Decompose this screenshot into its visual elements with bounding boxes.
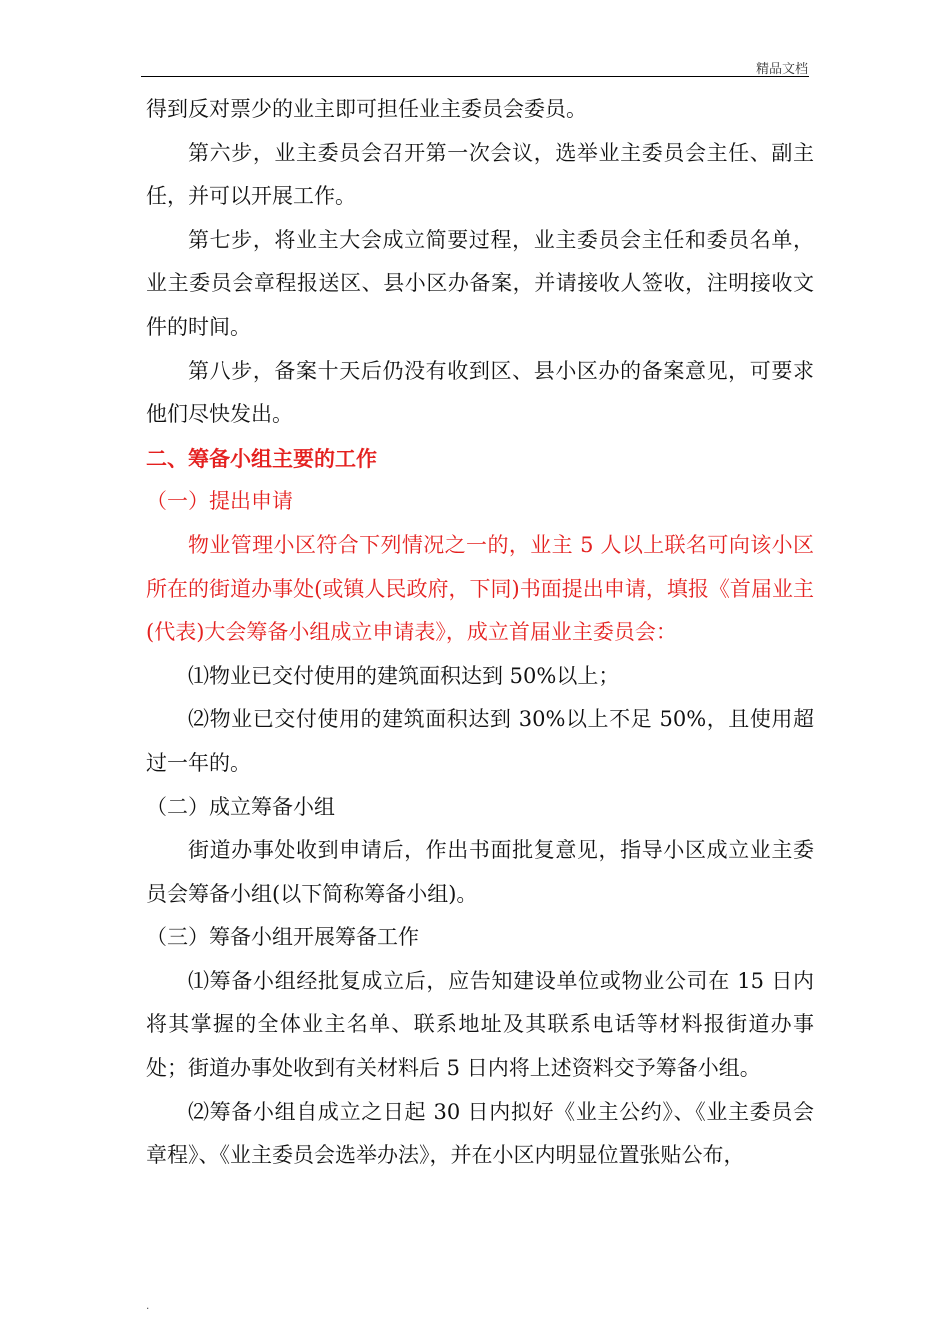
paragraph-step-8: 第八步，备案十天后仍没有收到区、县小区办的备案意见，可要求他们尽快发出。 — [146, 358, 814, 427]
section-heading: 二、筹备小组主要的工作 — [146, 445, 377, 471]
paragraph-form-group: 街道办事处收到申请后，作出书面批复意见，指导小区成立业主委员会筹备小组(以下简称筹备小组)。 — [146, 838, 814, 906]
header-rule — [141, 76, 809, 77]
subheading-apply: （一）提出申请 — [146, 489, 293, 514]
paragraph-step-7: 第七步，将业主大会成立简要过程，业主委员会主任和委员名单，业主委员会章程报送区、县小区办备案，并请接收人签收，注明接收文件的时间。 — [146, 227, 814, 339]
paragraph-1: 得到反对票少的业主即可担任业主委员会委员。 — [146, 97, 587, 121]
document-body — [146, 88, 814, 1178]
subheading-prep-work: （三）筹备小组开展筹备工作 — [146, 925, 419, 950]
paragraph-step-6: 第六步，业主委员会召开第一次会议，选举业主委员会主任、副主任，并可以开展工作。 — [146, 140, 814, 209]
paragraph-prep-2: ⑵筹备小组自成立之日起 30 日内拟好《业主公约》、《业主委员会章程》、《业主委员会选举办法》，并在小区内明显位置张贴公布， — [146, 1099, 814, 1168]
subheading-form-group: （二）成立筹备小组 — [146, 794, 335, 819]
paragraph-condition-2: ⑵物业已交付使用的建筑面积达到 30%以上不足 50%，且使用超过一年的。 — [146, 707, 814, 775]
paragraph-prep-1: ⑴筹备小组经批复成立后，应告知建设单位或物业公司在 15 日内将其掌握的全体业主名单、联系地址及其联系电话等材料报街道办事处；街道办事处收到有关材料后 5 日内将上述资料交予筹备小组。 — [146, 968, 814, 1081]
paragraph-apply-conditions: 物业管理小区符合下列情况之一的，业主 5 人以上联名可向该小区所在的街道办事处(或镇人民政府，下同)书面提出申请，填报《首届业主(代表)大会筹备小组成立申请表》，成立首届业主委员会： — [146, 532, 814, 645]
footer-mark: . — [146, 1298, 150, 1312]
paragraph-condition-1: ⑴物业已交付使用的建筑面积达到 50%以上； — [188, 663, 620, 688]
header-label: 精品文档 — [755, 62, 808, 77]
